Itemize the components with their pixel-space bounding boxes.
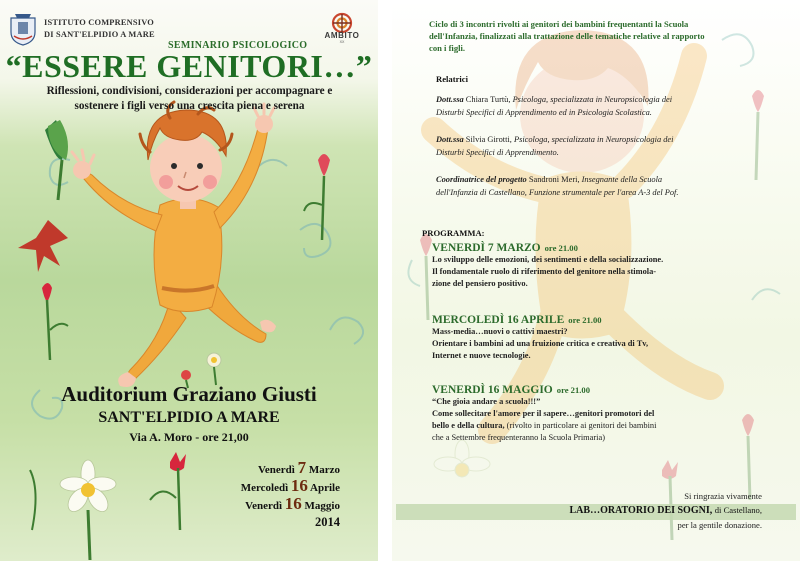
speaker-sandroni-meri (436, 174, 766, 199)
school-crest-icon (9, 12, 37, 46)
ambito-logo-text: AMBITO (324, 31, 360, 40)
speaker-name: Chiara Turtù, (465, 95, 511, 104)
venue-address: Via A. Moro - ore 21,00 (129, 430, 249, 444)
subtitle-line1: Riflessioni, condivisioni, considerazioni per accompagnare e (46, 85, 333, 97)
program-event (432, 314, 782, 362)
event-description-note: che a Settembre frequenteranno la Scuola Primaria) (432, 433, 606, 442)
event-date: VENERDÌ 7 MARZO (432, 242, 541, 254)
speaker-name: Sandroni Meri, (528, 175, 580, 184)
speaker-role: Coordinatrice del progetto (436, 175, 527, 184)
event-time: ore 21.00 (556, 385, 591, 395)
date-day-name: Mercoledì (240, 482, 289, 494)
subtitle (12, 84, 367, 113)
flower-icon (30, 452, 186, 560)
event-description-line: Il fondamentale ruolo di riferimento del genitore nella stimola- (432, 267, 657, 276)
event-description-line (432, 432, 782, 444)
event-header (432, 384, 782, 396)
main-title: “ESSERE GENITORI…” (5, 48, 373, 84)
event-time: ore 21.00 (568, 315, 602, 325)
speaker-name: Silvia Girotti, (465, 135, 512, 144)
flyer-back (392, 0, 800, 561)
speaker-description: Insegnante della Scuola (581, 175, 663, 184)
event-date: MERCOLEDÌ 16 APRILE (432, 314, 565, 326)
intro-line1: Ciclo di 3 incontri rivolti ai genitori dei bambini frequentanti la Scuola (429, 19, 689, 29)
date-month: Aprile (310, 482, 340, 494)
event-description-line: Come sollecitare l'amore per il sapere…genitori promotori del (432, 409, 655, 418)
date-month: Maggio (304, 500, 340, 512)
event-description-line: Internet e nuove tecnologie. (432, 351, 531, 360)
speaker-role: Dott.ssa (436, 135, 464, 144)
thanks-sponsor (570, 505, 762, 516)
flower-icon (18, 120, 68, 272)
flyer-front (0, 0, 378, 561)
event-header (432, 242, 782, 254)
date-line (241, 496, 340, 514)
sponsor-place: di Castellano, (714, 505, 762, 515)
program-heading: PROGRAMMA: (422, 228, 485, 238)
ambito-logo-sub: XX (339, 40, 345, 44)
speaker-chiara-turtu (436, 94, 766, 119)
event-description-line: Orientare i bambini ad una fruizione critica e creativa di Tv, (432, 339, 649, 348)
date-month: Marzo (308, 464, 340, 476)
event-time: ore 21.00 (544, 243, 578, 253)
event-description-part: bello e della cultura, (432, 421, 505, 430)
flower-icon (304, 154, 330, 240)
school-name-line1: ISTITUTO COMPRENSIVO (44, 18, 155, 27)
speakers-heading: Relatrici (436, 74, 468, 84)
flower-icon (42, 283, 68, 360)
speaker-description: Psicologa, specializzata in Neuropsicologia dei (512, 95, 673, 104)
subtitle-line2: sostenere i figli verso una crescita piena e serena (74, 99, 305, 112)
event-date: VENERDÌ 16 MAGGIO (432, 384, 553, 396)
event-description-line: zione del pensiero positivo. (432, 279, 528, 288)
speaker-description-2: Disturbi Specifici di Apprendimento. (436, 147, 559, 157)
school-name (44, 17, 155, 40)
program-event (432, 242, 782, 290)
venue-town: SANT'ELPIDIO A MARE (98, 409, 280, 426)
event-dates (241, 460, 340, 530)
intro-line2: dell'Infanzia, finalizzati alla trattazione delle tematiche relative al rapporto (429, 31, 705, 41)
speaker-description: Psicologa, specializzata in Neuropsicologia dei (513, 135, 674, 144)
speaker-description-2: dell'Infanzia di Castellano, Funzione strumentale per l'area A-3 del Pof. (436, 187, 679, 197)
venue-name: Auditorium Graziano Giusti (61, 382, 317, 406)
event-header (432, 314, 782, 326)
date-day-num: 16 (290, 476, 308, 495)
event-description-line: Mass-media…nuovi o cattivi maestri? (432, 327, 568, 336)
child-figure (72, 102, 276, 387)
event-description-line: Lo sviluppo delle emozioni, dei sentimenti e della socializzazione. (432, 255, 664, 264)
thanks-line1: Si ringrazia vivamente (684, 491, 762, 501)
program-event (432, 384, 782, 444)
event-description-line (432, 420, 782, 432)
event-description-line: “Che gioia andare a scuola!!!” (432, 397, 541, 406)
date-day-num: 7 (297, 458, 307, 477)
date-day-num: 16 (284, 494, 302, 513)
event-description-note: (rivolto in particolare ai genitori dei bambini (506, 421, 657, 430)
speaker-role: Dott.ssa (436, 95, 464, 104)
date-day-name: Venerdì (245, 500, 283, 512)
school-name-line2: DI SANT'ELPIDIO A MARE (44, 29, 155, 39)
intro-line3: con i figli. (429, 43, 466, 53)
seminar-label: SEMINARIO PSICOLOGICO (168, 40, 308, 51)
date-day-name: Venerdì (257, 464, 295, 476)
thanks-line3: per la gentile donazione. (677, 520, 762, 530)
speaker-silvia-girotti (436, 134, 766, 159)
sponsor-name: LAB…ORATORIO DEI SOGNI, (569, 505, 713, 516)
speaker-description-2: Disturbi Specifici di Apprendimento ed in Psicologia Scolastica. (436, 107, 652, 117)
event-year: 2014 (315, 515, 340, 529)
intro-text (429, 18, 774, 54)
